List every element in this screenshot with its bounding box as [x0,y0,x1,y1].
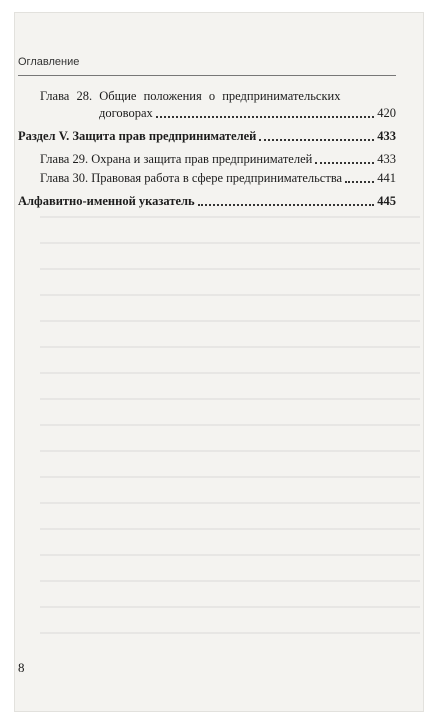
dot-leader [156,115,374,118]
toc-entry-index [18,193,396,210]
dot-leader [345,180,374,183]
toc-entry-chapter-29 [18,151,396,168]
dot-leader [198,203,375,206]
header-rule [18,75,396,76]
show-through-text [40,202,420,642]
toc-entry-label: Глава 30. Правовая работа в сфере предпринимательства [40,171,343,185]
table-of-contents [18,88,396,212]
toc-page-number: 441 [377,171,396,185]
toc-page-number: 420 [377,106,396,120]
running-header: Оглавление [18,56,80,68]
page-number: 8 [18,660,25,675]
toc-entry-chapter-30 [18,170,396,187]
toc-entry-chapter-28 [18,88,396,122]
toc-entry-label: Раздел V. Защита прав предпринимателей [18,129,257,143]
toc-entry-label-line2: договорах [99,106,153,120]
toc-entry-label: Алфавитно-именной указатель [18,194,195,208]
toc-page-number: 445 [377,194,396,208]
toc-page-number: 433 [377,129,396,143]
toc-entry-section-5 [18,128,396,145]
toc-entry-label: Глава 29. Охрана и защита прав предпринимателей [40,152,313,166]
dot-leader [259,138,374,141]
toc-page-number: 433 [377,152,396,166]
toc-entry-label-line1: Глава 28. Общие положения о предпринимательских [40,89,341,103]
dot-leader [315,161,374,164]
